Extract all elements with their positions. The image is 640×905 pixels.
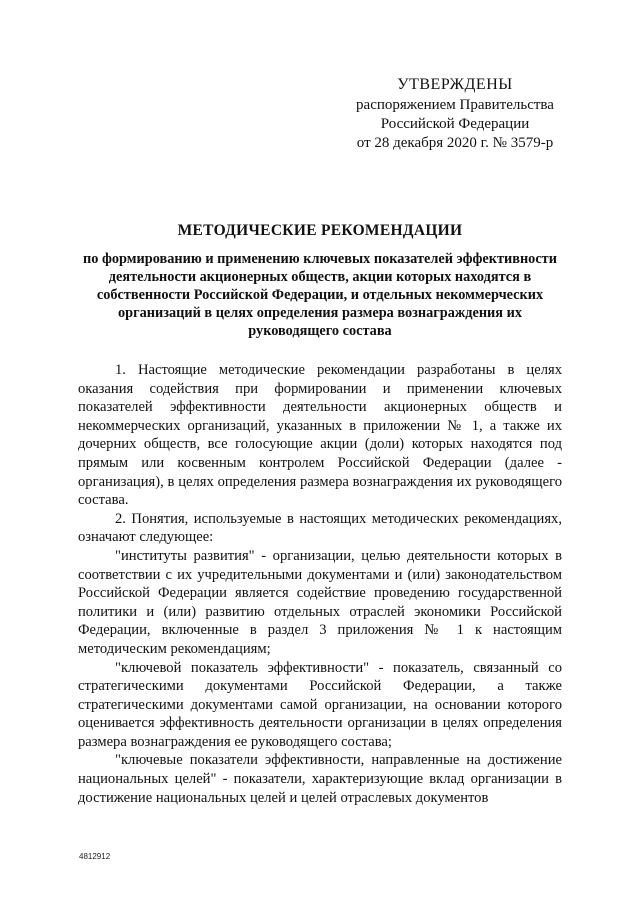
approval-date: от 28 декабря 2020 г. № 3579-р [356,135,554,151]
approval-stamp [340,74,570,153]
document-id: 4812912 [79,852,111,861]
approval-line: распоряжением Правительства [356,97,554,113]
document-body [78,361,562,807]
paragraph: "ключевой показатель эффективности" - показатель, связанный со стратегическими документами Российской Федерации, а также стратегическими документами самой организации, на основании которого оценивается эффективность деятельности организации в целях определения размера вознаграждения ее руководящего состава; [78,659,562,750]
approval-title: УТВЕРЖДЕНЫ [397,76,513,93]
document-subtitle: по формированию и применению ключевых показателей эффективности деятельности акционерных обществ, акции которых находятся в собственности Российской Федерации, и отдельных некоммерческих организаций в целях определения размера вознаграждения их руководящего состава [83,251,557,339]
paragraph: "институты развития" - организации, целью деятельности которых в соответствии с их учредительными документами и (или) законодательством Российской Федерации является содействие проведению государственной политики и (или) развитию отдельных отраслей экономики Российской Федерации, включенные в раздел 3 приложения № 1 к настоящим методическим рекомендациям; [78,547,562,657]
paragraph: "ключевые показатели эффективности, направленные на достижение национальных целей" - показатели, характеризующие вклад организации в достижение национальных целей и целей отраслевых документов [78,752,562,806]
paragraph: 2. Понятия, используемые в настоящих методических рекомендациях, означают следующее: [78,510,562,546]
document-title: МЕТОДИЧЕСКИЕ РЕКОМЕНДАЦИИ [177,222,463,239]
paragraph: 1. Настоящие методические рекомендации разработаны в целях оказания содействия при формировании и применении ключевых показателей эффективности деятельности акционерных обществ и некоммерческих организаций, указанных в приложении № 1, а также их дочерних обществ, все голосующие акции (доли) которых находятся под прямым или косвенным контролем Российской Федерации (далее - организация), в целях определения размера вознаграждения их руководящего состава. [78,362,562,509]
approval-line: Российской Федерации [380,116,530,132]
